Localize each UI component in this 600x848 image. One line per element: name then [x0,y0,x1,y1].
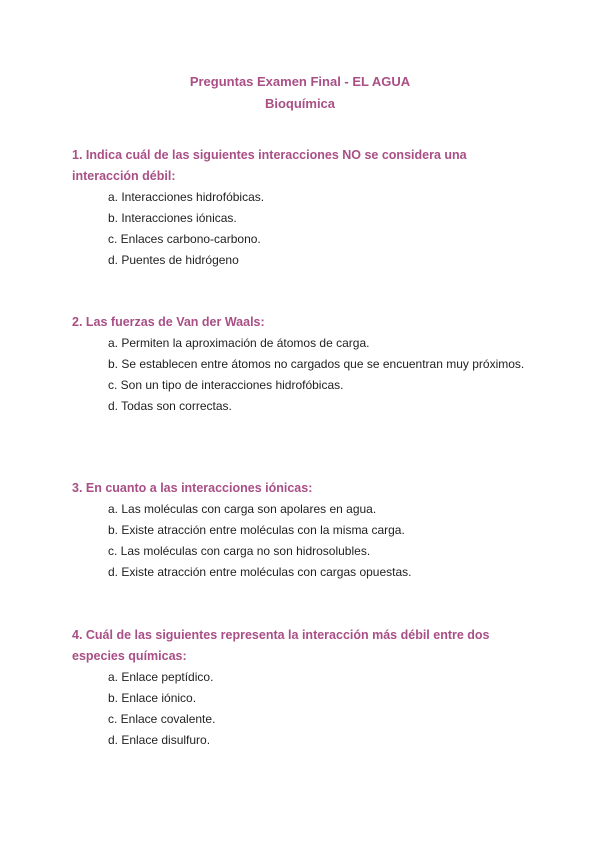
question-2-option-c: c. Son un tipo de interacciones hidrofóbicas. [108,378,344,392]
document-subtitle: Bioquímica [264,96,336,111]
question-4-text: 4. Cuál de las siguientes representa la interacción más débil entre dos especies químicas: [72,628,490,663]
question-4-options [72,667,532,751]
question-2-options [72,333,532,417]
question-4-option-b: b. Enlace iónico. [108,691,197,705]
question-2-option-d: d. Todas son correctas. [108,399,232,413]
question-1-option-d: d. Puentes de hidrógeno [108,253,239,267]
question-4-option-c: c. Enlace covalente. [108,712,216,726]
question-4-option-d: d. Enlace disulfuro. [108,733,211,747]
question-4-option-a: a. Enlace peptídico. [108,670,214,684]
question-3-options [72,499,532,583]
question-1-option-c: c. Enlaces carbono-carbono. [108,232,261,246]
question-3-text: 3. En cuanto a las interacciones iónicas: [72,481,313,495]
question-1-option-a: a. Interacciones hidrofóbicas. [108,190,265,204]
question-3 [72,478,532,583]
question-3-option-c: c. Las moléculas con carga no son hidrosolubles. [108,544,371,558]
question-2-option-b: b. Se establecen entre átomos no cargados que se encuentran muy próximos. [108,357,525,371]
question-2-option-a: a. Permiten la aproximación de átomos de carga. [108,336,370,350]
question-2 [72,312,532,417]
question-1-text: 1. Indica cuál de las siguientes interacciones NO se considera una interacción débil: [72,148,467,183]
question-2-text: 2. Las fuerzas de Van der Waals: [72,315,265,329]
question-1 [72,145,532,271]
question-3-option-a: a. Las moléculas con carga son apolares en agua. [108,502,377,516]
question-1-options [72,187,532,271]
document-title: Preguntas Examen Final - EL AGUA [189,74,411,89]
question-1-option-b: b. Interacciones iónicas. [108,211,237,225]
question-3-option-b: b. Existe atracción entre moléculas con la misma carga. [108,523,405,537]
question-4 [72,625,532,751]
question-3-option-d: d. Existe atracción entre moléculas con cargas opuestas. [108,565,412,579]
